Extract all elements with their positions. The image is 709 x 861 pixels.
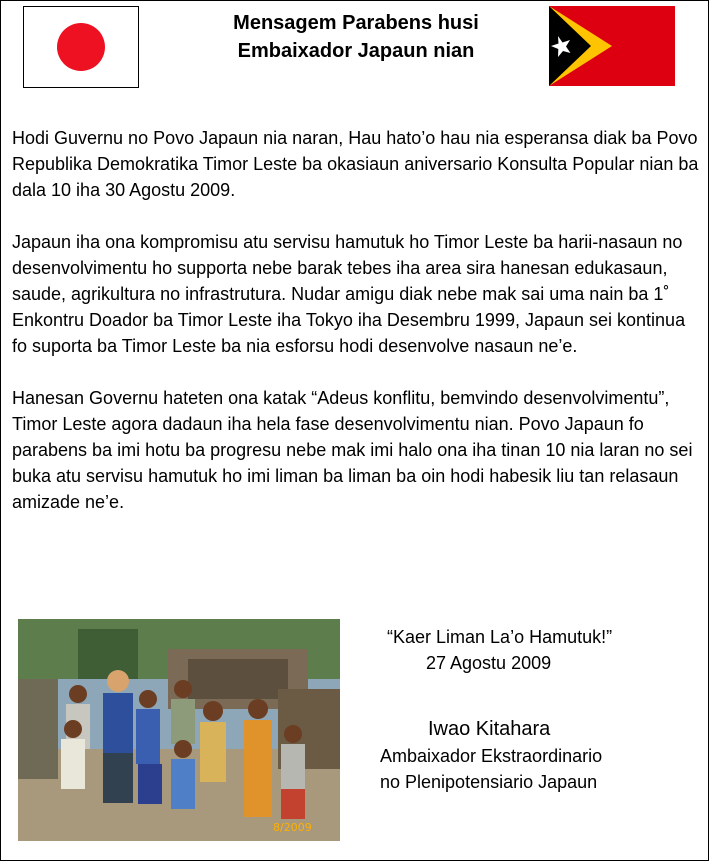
message-body: [12, 125, 702, 541]
title-line-2: Embaixador Japaun nian: [237, 40, 475, 62]
signatory-title-line-1: Ambaixador Ekstraordinario: [380, 746, 603, 766]
japan-flag: [23, 6, 139, 88]
japan-flag-disc: [57, 23, 105, 71]
paragraph-3: Hanesan Governu hateten ona katak “Adeus konflitu, bemvindo desenvolvimentu”, Timor Leste agora dadaun iha hela fase desenvolvimentu nian. Povo Japaun fo parabens ba imi hotu ba progresu nebe mak imi halo ona iha tinan 10 nia laran no sei buka atu servisu hamutuk ho imi liman ba liman ba oin hodi habesik liu tan relasaun amizade ne’e.: [12, 388, 693, 512]
photo-date-stamp: 8/2009: [273, 821, 312, 834]
signatory-name: Iwao Kitahara: [428, 718, 551, 740]
page-title: [161, 9, 551, 65]
timor-leste-flag: [549, 6, 675, 86]
motto: “Kaer Liman La’o Hamutuk!”: [387, 627, 613, 647]
photo-ambassador-with-children: [18, 619, 340, 841]
paragraph-1: Hodi Guvernu no Povo Japaun nia naran, Hau hato’o hau nia esperansa diak ba Povo Republika Demokratika Timor Leste ba okasiaun aniversario Konsulta Popular nian ba dala 10 iha 30 Agostu 2009.: [12, 128, 699, 200]
paragraph-2: Japaun iha ona kompromisu atu servisu hamutuk ho Timor Leste ba harii-nasaun no desenvolvimentu ho supporta nebe barak tebes iha area sira hanesan edukasaun, saude, agrikultura no infrastrutura. Nudar amigu diak nebe mak sai uma nain ba 1˚ Enkontru Doador ba Timor Leste iha Tokyo iha Desembru 1999, Japaun sei kontinua fo suporta ba Timor Leste ba nia esforsu hodi desenvolve nasaun ne’e.: [12, 232, 686, 356]
signatory-title-line-2: no Plenipotensiario Japaun: [380, 772, 598, 792]
title-line-1: Mensagem Parabens husi: [233, 12, 479, 34]
signature-date: 27 Agostu 2009: [426, 653, 552, 673]
